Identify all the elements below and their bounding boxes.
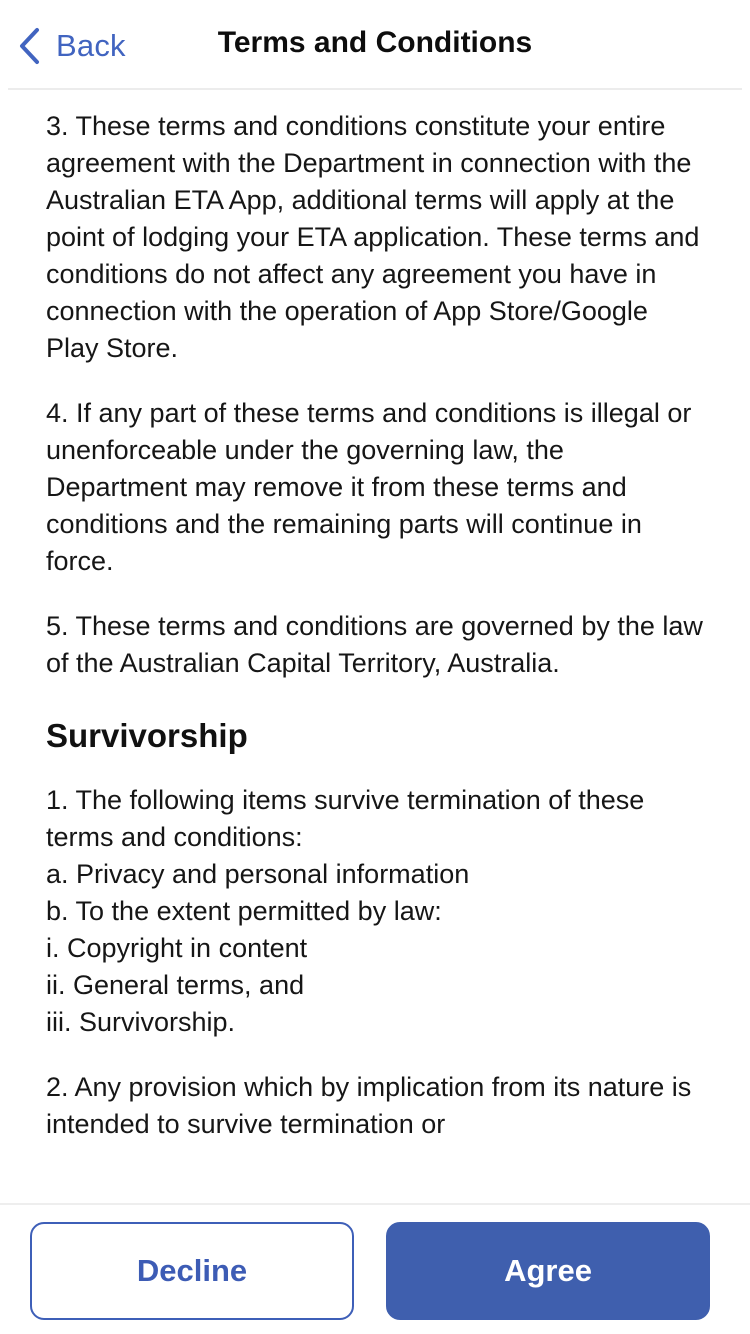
terms-paragraph-4: 4. If any part of these terms and conditions is illegal or unenforceable under the governing law, the Department may remove it from these terms and conditions and the remaining parts will continue in force. bbox=[46, 398, 692, 576]
terms-paragraph-3: 3. These terms and conditions constitute your entire agreement with the Department in connection with the Australian ETA App, additional terms will apply at the point of lodging your ETA application. These terms and conditions do not affect any agreement you have in connection with the operation of App Store/Google Play Store. bbox=[46, 111, 700, 363]
decline-button[interactable]: Decline bbox=[30, 1222, 354, 1320]
survivorship-paragraph-2: 2. Any provision which by implication from its nature is intended to survive termination or bbox=[46, 1072, 692, 1139]
terms-content[interactable] bbox=[46, 108, 706, 1198]
back-label: Back bbox=[56, 28, 126, 63]
section-heading-survivorship: Survivorship bbox=[46, 717, 248, 754]
navigation-bar bbox=[0, 0, 750, 90]
nav-divider bbox=[8, 88, 742, 90]
agree-button[interactable]: Agree bbox=[386, 1222, 710, 1320]
terms-paragraph-5: 5. These terms and conditions are governed by the law of the Australian Capital Territory, Australia. bbox=[46, 611, 703, 678]
page-title: Terms and Conditions bbox=[217, 26, 533, 59]
action-footer bbox=[0, 1205, 750, 1334]
survivorship-paragraph-1: 1. The following items survive termination of these terms and conditions: a. Privacy and personal information b. To the extent permitted by law: i. Copyright in content ii. General terms, and iii. Survivorship. bbox=[46, 785, 645, 1037]
